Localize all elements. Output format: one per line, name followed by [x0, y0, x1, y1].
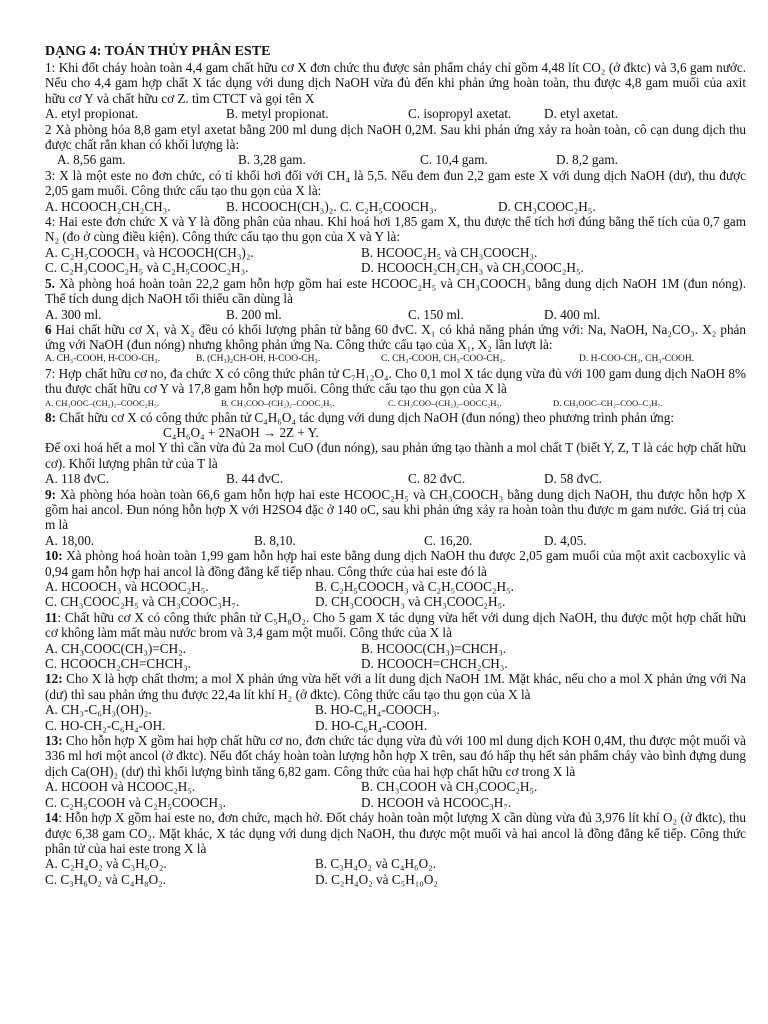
- question-3: 3: X là một este no đơn chức, có tỉ khối hơi đối với CH₄ là 5,5. Nếu đem đun 2,2 gam este X với dung dịch NaOH (dư), thu được 2,05 gam muối. Công thức cấu tạo thu gọn của X là:: [45, 167, 746, 199]
- question-11: [45, 610, 746, 641]
- question-13-text: Cho hỗn hợp X gồm hai hợp chất hữu cơ no, đơn chức tác dụng vừa đủ với 100 ml dung dịch KOH 0,4M, thu được một muối và 336 ml hơi một ancol (ở đktc). Nếu đốt cháy hoàn toàn lượng hỗn hợp X trên, sau đó hấp thụ hết sản phẩm cháy vào bình đựng dung dịch Ca(OH)₂ (dư) thì khối lượng bình tăng 6,82 gam. Công thức của hai hợp chất hữu cơ trong X là: [45, 733, 746, 779]
- question-4-options-row2: [45, 260, 746, 275]
- question-7: 7: Hợp chất hữu cơ no, đa chức X có công thức phân tử C₇H₁₂O₄. Cho 0,1 mol X tác dụng vừa đủ với 100 gam dung dịch NaOH 8% thu được chất hữu cơ Y và 17,8 gam hỗn hợp muối. Công thức cấu tạo thu gọn của X là: [45, 365, 746, 397]
- question-9: [45, 487, 746, 533]
- option-a: A. C₂H₅COOCH₃ và HCOOCH(CH₃)₂.: [45, 244, 254, 260]
- option-c: C. 16,20.: [424, 532, 473, 548]
- question-9-label: 9:: [45, 486, 56, 502]
- question-2-options: [45, 152, 746, 167]
- option-b: B. CH₃COO–(CH₂)₂–COOC₂H₅.: [221, 397, 335, 408]
- option-b: B. CH₃COOH và CH₃COOC₂H₅.: [361, 779, 538, 795]
- question-4: 4: Hai este đơn chức X và Y là đồng phân của nhau. Khi hoá hơi 1,85 gam X, thu được thể tích hơi đúng bằng thể tích của 0,7 gam N₂ (đo ở cùng điều kiện). Công thức cấu tạo thu gọn của X và Y là:: [45, 214, 746, 245]
- option-d: D. C₂H₄O₂ và C₅H₁₀O₂: [315, 871, 439, 887]
- question-8-label: 8:: [45, 409, 56, 425]
- option-c: C. CH₃COOC₂H₅ và CH₃COOC₃H₇.: [45, 594, 240, 610]
- question-12-label: 12:: [45, 671, 63, 687]
- question-3-options: [45, 199, 746, 214]
- option-a: A. 18,00.: [45, 532, 95, 548]
- question-12-options-row1: [45, 702, 746, 717]
- option-c: C. HCOOCH₂CH=CHCH₃.: [45, 656, 191, 672]
- option-a: A. etyl propionat.: [45, 106, 139, 122]
- question-11-label: 11: [45, 609, 58, 625]
- question-9-options: [45, 533, 746, 548]
- option-d: D. 4,05.: [544, 532, 587, 548]
- question-8-equation: C₄H₆O₄ + 2NaOH → 2Z + Y.: [163, 424, 319, 440]
- option-d: D. HO-C₆H₄-COOH.: [315, 717, 428, 733]
- option-b: B. 44 đvC.: [226, 471, 284, 487]
- option-a: A. HCOOCH₃ và HCOOC₂H₅.: [45, 579, 209, 594]
- option-b-c: B. HCOOCH(CH₃)₂. C. C₂H₅COOCH₃.: [226, 198, 437, 214]
- option-a: A. CH₃-COOH, H-COO-CH₃.: [45, 353, 161, 364]
- option-b: B. (CH₃)₂CH-OH, H-COO-CH₃.: [196, 353, 321, 364]
- option-b: B. metyl propionat.: [226, 106, 329, 122]
- question-13-options-row1: [45, 779, 746, 794]
- option-a: A. 300 ml.: [45, 306, 102, 322]
- question-10: [45, 548, 746, 579]
- option-a: A. C₂H₄O₂ và C₃H₆O₂.: [45, 856, 167, 872]
- question-13-options-row2: [45, 795, 746, 810]
- option-c: C. 10,4 gam.: [420, 152, 488, 168]
- question-10-options-row1: [45, 579, 746, 594]
- question-6-text: Hai chất hữu cơ X₁ và X₂ đều có khối lượng phân tử bằng 60 đvC. X₁ có khả năng phản ứng với: Na, NaOH, Na₂CO₃. X₂ phản ứng với NaOH (đun nóng) nhưng không phản ứng Na. Công thức cấu tạo của X₁, X₂ lần lượt là:: [45, 321, 746, 353]
- question-4-options-row1: [45, 245, 746, 260]
- question-12-options-row2: [45, 718, 746, 733]
- option-d: D. CH₃COOCH₃ và CH₃COOC₂H₅.: [315, 594, 506, 610]
- option-b: B. 3,28 gam.: [238, 152, 306, 168]
- option-c: C. isopropyl axetat.: [408, 106, 512, 122]
- question-5: [45, 276, 746, 307]
- option-a: A. HCOOH và HCOOC₂H₅.: [45, 779, 196, 795]
- question-14-text: : Hỗn hợp X gồm hai este no, đơn chức, mạch hở. Đốt cháy hoàn toàn một lượng X cần dùng vừa đủ 3,976 lít khí O₂ (ở đktc), thu được 6,38 gam CO₂. Mặt khác, X tác dụng với dung dịch NaOH, thu được một muối và hai ancol là đồng đẳng kế tiếp. Công thức phân tử của hai este trong X là: [45, 810, 746, 856]
- option-a: A. CH₃-C₆H₃(OH)₂.: [45, 702, 152, 718]
- option-a: A. CH₃COOC(CH₃)=CH₂.: [45, 640, 187, 656]
- option-d: D. etyl axetat.: [544, 106, 618, 122]
- question-9-text: Xà phòng hóa hoàn toàn 66,6 gam hỗn hợp hai este HCOOC₂H₅ và CH₃COOCH₃ bằng dung dịch NaOH, thu được hỗn hợp X gồm hai ancol. Đun nóng hỗn hợp X với H2SO4 đặc ở 140 oC, sau khi phản ứng xảy ra hoàn toàn thu được m gam nước. Giá trị của m là: [45, 486, 746, 533]
- question-14-label: 14: [45, 810, 59, 826]
- question-8-text-2: Để oxi hoá hết a mol Y thì cần vừa đủ 2a mol CuO (đun nóng), sau phản ứng tạo thành a mol chất T (biết Y, Z, T là các hợp chất hữu cơ). Khối lượng phân tử của T là: [45, 440, 746, 471]
- option-d: D. CH₃OOC–CH₂–COO–C₃H₇.: [553, 397, 663, 408]
- option-d: D. 8,2 gam.: [556, 152, 618, 168]
- question-6-options: [45, 353, 746, 366]
- option-c: C. 150 ml.: [408, 306, 464, 322]
- option-d: D. H-COO-CH₃, CH₃-COOH.: [579, 353, 695, 364]
- option-c: C. CH₃COO–(CH₂)₂–OOCC₂H₅.: [388, 397, 502, 408]
- question-5-text: Xà phòng hoá hoàn toàn 22,2 gam hỗn hợp gồm hai este HCOOC₂H₅ và CH₃COOCH₃ bằng dung dịch NaOH 1M (đun nóng). Thể tích dung dịch NaOH tối thiểu cần dùng là: [45, 275, 746, 307]
- question-11-options-row2: [45, 656, 746, 671]
- option-d: D. 400 ml.: [544, 306, 601, 322]
- option-b: B. HCOOC(CH₃)=CHCH₃.: [361, 640, 507, 656]
- question-8: [45, 410, 746, 425]
- option-a: A. 118 đvC.: [45, 471, 109, 487]
- option-c: C. C₂H₃COOC₂H₅ và C₂H₅COOC₂H₃.: [45, 260, 249, 276]
- question-8-options: [45, 471, 746, 486]
- question-6: [45, 322, 746, 353]
- question-1-options: [45, 106, 746, 121]
- question-14-options-row1: [45, 856, 746, 871]
- option-b: B. 200 ml.: [226, 306, 282, 322]
- option-b: B. C₃H₄O₂ và C₄H₆O₂.: [315, 856, 436, 872]
- question-2: 2 Xà phòng hóa 8,8 gam etyl axetat bằng 200 ml dung dịch NaOH 0,2M. Sau khi phản ứng xảy ra hoàn toàn, cô cạn dung dịch thu được chất rắn khan có khối lượng là:: [45, 121, 746, 153]
- question-10-options-row2: [45, 594, 746, 609]
- option-c: C. C₃H₆O₂ và C₄H₈O₂.: [45, 871, 166, 887]
- question-6-label: 6: [45, 321, 52, 337]
- option-a: A. 8,56 gam.: [57, 152, 126, 168]
- option-d: D. CH₃COOC₂H₅.: [498, 198, 596, 214]
- option-d: D. HCOOCH₂CH₂CH₃ và CH₃COOC₂H₅.: [361, 260, 584, 276]
- question-13: [45, 733, 746, 779]
- option-b: B. HCOOC₂H₅ và CH₃COOCH₃.: [361, 244, 538, 260]
- question-13-label: 13:: [45, 733, 63, 749]
- option-c: C. C₂H₅COOH và C₂H₅COOCH₃.: [45, 794, 226, 810]
- option-a: A. HCOOCH₂CH₂CH₃.: [45, 198, 171, 214]
- question-14-options-row2: [45, 872, 746, 887]
- question-5-options: [45, 307, 746, 322]
- question-1: 1: Khi đốt cháy hoàn toàn 4,4 gam chất hữu cơ X đơn chức thu được sản phẩm cháy chỉ gồm 4,48 lít CO₂ (ở đktc) và 3,6 gam nước. Nếu cho 4,4 gam hợp chất X tác dụng với dung dịch NaOH vừa đủ đến khi phản ứng hoàn toàn, thu được 4,8 gam muối của axit hữu cơ Y và chất hữu cơ Z. tìm CTCT và gọi tên X: [45, 60, 746, 106]
- question-11-text: : Chất hữu cơ X có công thức phân tử C₅H₈O₂. Cho 5 gam X tác dụng vừa hết với dung dịch NaOH, thu được một hợp chất hữu cơ không làm mất màu nước brom và 3,4 gam một muối. Công thức của X là: [45, 609, 746, 641]
- option-a: A. CH₃OOC–(CH₂)₂–COOC₂H₅.: [45, 397, 160, 408]
- question-12-text: Cho X là hợp chất thơm; a mol X phản ứng vừa hết với a lít dung dịch NaOH 1M. Mặt khác, nếu cho a mol X phản ứng với Na (dư) thì sau phản ứng thu được 22,4a lít khí H₂ (ở đktc). Công thức cấu tạo thu gọn của X là: [45, 671, 746, 702]
- page-title: DẠNG 4: TOÁN THỦY PHÂN ESTE: [45, 44, 271, 59]
- option-d: D. 58 đvC.: [544, 471, 602, 487]
- question-7-options: [45, 397, 746, 410]
- option-c: C. CH₃-COOH, CH₃-COO-CH₃.: [381, 353, 506, 364]
- option-c: C. 82 đvC.: [408, 471, 466, 487]
- question-10-label: 10:: [45, 548, 63, 564]
- option-b: B. C₂H₅COOCH₃ và C₂H₅COOC₂H₅.: [315, 579, 514, 594]
- question-5-label: 5.: [45, 275, 55, 291]
- question-8-text: Chất hữu cơ X có công thức phân tử C₄H₆O₄ tác dụng với dung dịch NaOH (đun nóng) theo phương trình phản ứng:: [56, 409, 675, 425]
- option-d: D. HCOOH và HCOOC₃H₇.: [361, 794, 512, 810]
- option-c: C. HO-CH₂-C₆H₄-OH.: [45, 717, 166, 733]
- option-d: D. HCOOCH=CHCH₂CH₃.: [361, 656, 508, 672]
- question-10-text: Xà phòng hoá hoàn toàn 1,99 gam hỗn hợp hai este bằng dung dịch NaOH thu được 2,05 gam muối của một axit cacboxylic và 0,94 gam hỗn hợp hai ancol là đồng đẳng kế tiếp nhau. Công thức của hai este đó là: [45, 548, 746, 579]
- question-11-options-row1: [45, 641, 746, 656]
- question-12: [45, 671, 746, 702]
- option-b: B. HO-C₆H₄-COOCH₃.: [315, 702, 440, 718]
- question-14: [45, 810, 746, 856]
- option-b: B. 8,10.: [254, 532, 296, 548]
